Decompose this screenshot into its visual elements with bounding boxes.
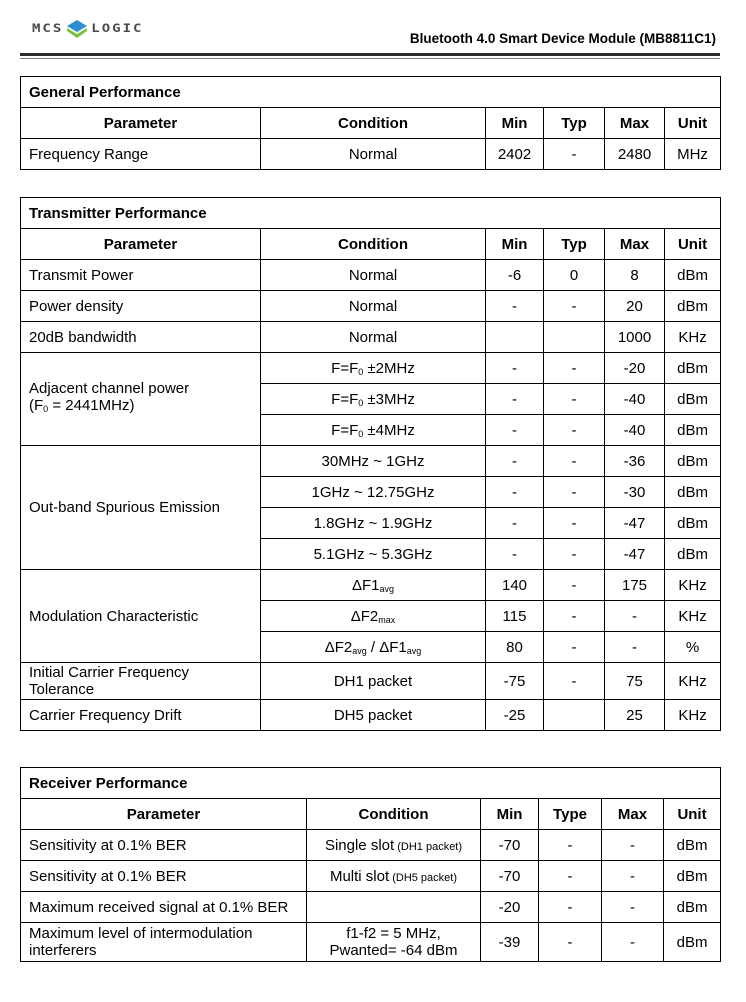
receiver-performance-table	[20, 767, 721, 962]
cond-sub: 0	[358, 397, 364, 408]
cell-min: -20	[481, 892, 539, 923]
cell-max: -	[602, 923, 664, 962]
cell-condition: 5.1GHz ~ 5.3GHz	[261, 539, 486, 570]
table-row	[21, 663, 721, 700]
logo-text-right: LOGIC	[91, 22, 144, 36]
param-line2-pre: (F	[29, 397, 44, 414]
cell-typ: -	[539, 861, 602, 892]
cell-parameter: Carrier Frequency Drift	[21, 700, 261, 731]
cell-unit: dBm	[665, 508, 721, 539]
cond-line1: f1-f2 = 5 MHz,	[346, 925, 441, 942]
cell-parameter-spurious: Out-band Spurious Emission	[21, 446, 261, 570]
cond-a: ΔF2	[350, 607, 379, 625]
cond-post: ±4MHz	[363, 421, 415, 439]
cell-max: -	[602, 892, 664, 923]
cell-min: 80	[486, 632, 544, 663]
cell-parameter: Maximum received signal at 0.1% BER	[21, 892, 307, 923]
cell-max: -	[602, 830, 664, 861]
cond-note: (DH5 packet)	[389, 871, 458, 884]
cond-main: Multi slot	[329, 867, 390, 885]
cell-condition: Normal	[261, 322, 486, 353]
cell-unit: dBm	[664, 830, 721, 861]
cell-condition	[261, 601, 486, 632]
col-header-parameter: Parameter	[21, 229, 261, 260]
cell-max: -	[605, 632, 665, 663]
cell-parameter: 20dB bandwidth	[21, 322, 261, 353]
cell-min: -	[486, 415, 544, 446]
col-header-unit: Unit	[664, 799, 721, 830]
cell-max: 2480	[605, 139, 665, 170]
cond-a: ΔF2	[324, 638, 353, 656]
logo-emblem-icon	[66, 19, 88, 39]
cond-a: ΔF1	[351, 576, 380, 594]
cell-unit: %	[665, 632, 721, 663]
table-row	[21, 570, 721, 601]
cell-condition	[307, 861, 481, 892]
cell-min: -	[486, 477, 544, 508]
cond-post: ±2MHz	[363, 359, 415, 377]
table-row	[21, 892, 721, 923]
cond-sub: 0	[358, 428, 364, 439]
cell-unit: dBm	[665, 477, 721, 508]
cell-max: -	[602, 861, 664, 892]
cell-typ: -	[544, 601, 605, 632]
cell-parameter: Maximum level of intermodulation interferers	[21, 923, 307, 962]
table-row	[21, 446, 721, 477]
cell-typ: -	[544, 632, 605, 663]
cell-typ: -	[544, 663, 605, 700]
page-header	[0, 0, 746, 64]
cell-condition	[261, 353, 486, 384]
col-header-parameter: Parameter	[21, 108, 261, 139]
company-logo	[32, 19, 143, 39]
cell-max: -40	[605, 415, 665, 446]
cell-max: -36	[605, 446, 665, 477]
cell-parameter: Power density	[21, 291, 261, 322]
cell-typ: -	[539, 892, 602, 923]
cell-min: -70	[481, 830, 539, 861]
col-header-min: Min	[486, 108, 544, 139]
cell-min: -	[486, 353, 544, 384]
cell-typ	[544, 700, 605, 731]
cell-parameter: Initial Carrier Frequency Tolerance	[21, 663, 261, 700]
cell-parameter: Sensitivity at 0.1% BER	[21, 830, 307, 861]
cell-condition: 30MHz ~ 1GHz	[261, 446, 486, 477]
cell-condition: Normal	[261, 139, 486, 170]
cell-typ: -	[539, 830, 602, 861]
cell-unit: dBm	[664, 861, 721, 892]
cell-min	[486, 322, 544, 353]
cell-unit: dBm	[665, 353, 721, 384]
cell-parameter-modulation: Modulation Characteristic	[21, 570, 261, 663]
cell-max: 1000	[605, 322, 665, 353]
cell-unit: dBm	[665, 260, 721, 291]
cell-unit: dBm	[665, 539, 721, 570]
header-rule-thick	[20, 53, 720, 56]
cell-unit: dBm	[665, 384, 721, 415]
col-header-typ: Typ	[544, 108, 605, 139]
cell-unit: dBm	[664, 892, 721, 923]
cell-condition	[307, 923, 481, 962]
cond-sub: 0	[358, 366, 364, 377]
general-performance-table	[20, 76, 721, 170]
table-row	[21, 322, 721, 353]
section-title: Transmitter Performance	[21, 198, 721, 229]
transmitter-performance-table	[20, 197, 721, 731]
table-row	[21, 923, 721, 962]
cell-max: 175	[605, 570, 665, 601]
cell-max: 8	[605, 260, 665, 291]
col-header-max: Max	[605, 108, 665, 139]
header-rule-thin	[20, 58, 720, 59]
cell-condition	[307, 892, 481, 923]
cell-min: -70	[481, 861, 539, 892]
cell-typ: -	[544, 570, 605, 601]
cell-unit: KHz	[665, 322, 721, 353]
cell-max: -20	[605, 353, 665, 384]
col-header-unit: Unit	[665, 108, 721, 139]
col-header-unit: Unit	[665, 229, 721, 260]
logo-text-left: MCS	[32, 22, 64, 36]
cell-min: -6	[486, 260, 544, 291]
cell-condition: Normal	[261, 291, 486, 322]
cell-min: -	[486, 291, 544, 322]
cell-typ	[544, 322, 605, 353]
cond-b: / ΔF1	[366, 638, 407, 656]
cell-parameter-adjacent	[21, 353, 261, 446]
cell-typ: 0	[544, 260, 605, 291]
document-title: Bluetooth 4.0 Smart Device Module (MB8811C1)	[409, 31, 716, 46]
table-row	[21, 861, 721, 892]
cell-max: 75	[605, 663, 665, 700]
table-row	[21, 353, 721, 384]
cell-condition	[307, 830, 481, 861]
cond-line2: Pwanted= -64 dBm	[329, 942, 458, 959]
cell-typ: -	[544, 539, 605, 570]
cell-typ: -	[539, 923, 602, 962]
cell-condition: 1GHz ~ 12.75GHz	[261, 477, 486, 508]
cell-typ: -	[544, 446, 605, 477]
table-row	[21, 139, 721, 170]
cell-typ: -	[544, 353, 605, 384]
cond-main: Single slot	[324, 836, 395, 854]
cell-unit: dBm	[665, 415, 721, 446]
cell-typ: -	[544, 477, 605, 508]
cell-typ: -	[544, 415, 605, 446]
cell-min: 2402	[486, 139, 544, 170]
cond-a-sub: avg	[352, 645, 367, 656]
cell-min: -	[486, 508, 544, 539]
cell-unit: MHz	[665, 139, 721, 170]
col-header-condition: Condition	[261, 108, 486, 139]
cell-max: -30	[605, 477, 665, 508]
cell-typ: -	[544, 384, 605, 415]
cell-condition	[261, 384, 486, 415]
cell-min: 115	[486, 601, 544, 632]
cell-condition: 1.8GHz ~ 1.9GHz	[261, 508, 486, 539]
cell-min: 140	[486, 570, 544, 601]
section-title: General Performance	[21, 77, 721, 108]
cell-min: -	[486, 446, 544, 477]
cell-max: -	[605, 601, 665, 632]
cell-condition	[261, 415, 486, 446]
cell-max: -47	[605, 539, 665, 570]
col-header-typ: Typ	[544, 229, 605, 260]
cond-pre: F=F	[331, 421, 359, 439]
cell-unit: dBm	[665, 291, 721, 322]
col-header-min: Min	[481, 799, 539, 830]
cell-parameter: Transmit Power	[21, 260, 261, 291]
cond-note: (DH1 packet)	[394, 840, 463, 853]
cell-typ: -	[544, 139, 605, 170]
cell-parameter: Frequency Range	[21, 139, 261, 170]
cell-max: -47	[605, 508, 665, 539]
param-line2-post: = 2441MHz)	[48, 397, 135, 414]
cell-condition: DH1 packet	[261, 663, 486, 700]
col-header-max: Max	[602, 799, 664, 830]
cell-unit: dBm	[664, 923, 721, 962]
cell-max: -40	[605, 384, 665, 415]
section-title: Receiver Performance	[21, 768, 721, 799]
cell-min: -	[486, 539, 544, 570]
col-header-condition: Condition	[307, 799, 481, 830]
cond-a-sub: avg	[379, 583, 395, 594]
table-row	[21, 700, 721, 731]
param-line1: Adjacent channel power	[29, 380, 190, 397]
col-header-parameter: Parameter	[21, 799, 307, 830]
param-line2-sub: 0	[43, 404, 49, 414]
cell-min: -75	[486, 663, 544, 700]
cell-unit: KHz	[665, 601, 721, 632]
cell-parameter: Sensitivity at 0.1% BER	[21, 861, 307, 892]
cell-condition	[261, 632, 486, 663]
table-row	[21, 260, 721, 291]
col-header-condition: Condition	[261, 229, 486, 260]
cell-condition: DH5 packet	[261, 700, 486, 731]
cond-a-sub: max	[378, 614, 396, 625]
cell-max: 25	[605, 700, 665, 731]
cell-unit: KHz	[665, 663, 721, 700]
col-header-min: Min	[486, 229, 544, 260]
cell-unit: KHz	[665, 700, 721, 731]
cell-unit: KHz	[665, 570, 721, 601]
cell-condition	[261, 570, 486, 601]
col-header-type: Type	[539, 799, 602, 830]
cell-condition: Normal	[261, 260, 486, 291]
table-row	[21, 830, 721, 861]
table-row	[21, 291, 721, 322]
cell-min: -	[486, 384, 544, 415]
cell-max: 20	[605, 291, 665, 322]
cell-typ: -	[544, 291, 605, 322]
cond-post: ±3MHz	[363, 390, 415, 408]
cond-b-sub: avg	[406, 645, 422, 656]
cell-min: -25	[486, 700, 544, 731]
cond-pre: F=F	[331, 390, 359, 408]
col-header-max: Max	[605, 229, 665, 260]
cond-pre: F=F	[331, 359, 359, 377]
cell-unit: dBm	[665, 446, 721, 477]
cell-min: -39	[481, 923, 539, 962]
cell-typ: -	[544, 508, 605, 539]
